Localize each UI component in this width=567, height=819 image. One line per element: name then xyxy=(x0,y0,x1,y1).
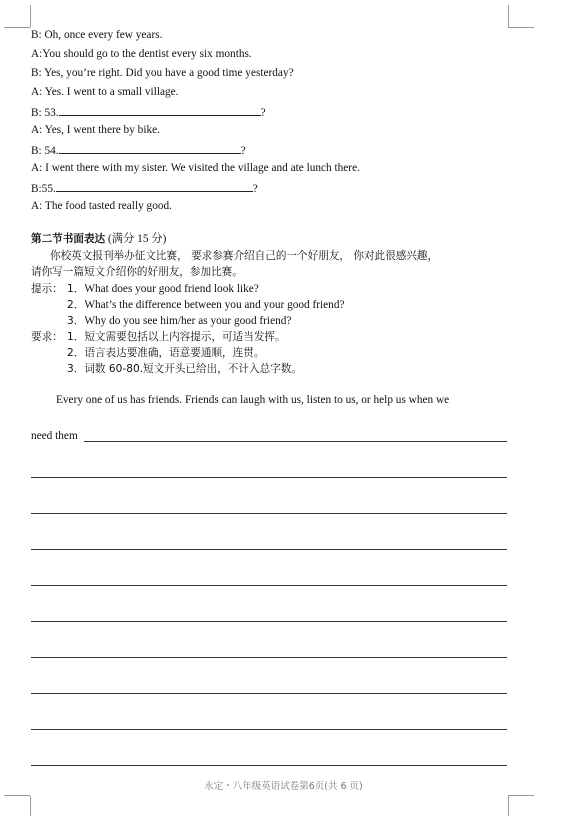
writing-line[interactable] xyxy=(31,729,507,730)
question-mark: ? xyxy=(260,107,266,119)
answer-blank-55[interactable] xyxy=(56,180,253,192)
hint-item xyxy=(67,314,291,328)
dialogue-line: B: Yes, you’re right. Did you have a good time yesterday? xyxy=(31,67,294,79)
writing-line[interactable] xyxy=(31,621,507,622)
writing-line[interactable] xyxy=(31,585,507,586)
requirements-label: 要求： xyxy=(31,331,63,343)
question-55-number: B:55. xyxy=(31,183,56,195)
requirement-text: 词数 60-80.短文开头已给出，不计入总字数。 xyxy=(84,363,302,375)
hint-number: 2． xyxy=(67,299,85,311)
dialogue-line: A: The food tasted really good. xyxy=(31,200,172,212)
crop-mark-bottom-right-v xyxy=(508,796,509,816)
requirement-item xyxy=(67,346,264,360)
essay-opening-continued: need them xyxy=(31,430,78,442)
section-title: 第二节书面表达 xyxy=(31,233,106,245)
requirement-number: 2． xyxy=(67,347,85,359)
hint-number: 1． xyxy=(67,283,85,295)
question-55 xyxy=(31,180,258,196)
hints-label: 提示： xyxy=(31,283,63,295)
hint-text: What does your good friend look like? xyxy=(84,283,259,295)
answer-blank-53[interactable] xyxy=(59,104,261,116)
answer-blank-54[interactable] xyxy=(59,142,241,154)
dialogue-line: A:You should go to the dentist every six months. xyxy=(31,48,252,60)
writing-line-first[interactable] xyxy=(84,441,507,442)
crop-mark-bottom-left-v xyxy=(30,796,31,816)
requirement-number: 1． xyxy=(67,331,85,343)
dialogue-line: A: Yes, I went there by bike. xyxy=(31,124,160,136)
crop-mark-top-left-v xyxy=(30,5,31,27)
task-intro-line-1: 你校英文报刊举办征文比赛， 要求参赛介绍自己的一个好朋友， 你对此很感兴趣， xyxy=(50,250,439,262)
page-footer: 永定・八年级英语试卷第6页(共 6 页) xyxy=(204,781,363,792)
hint-item xyxy=(67,298,345,312)
task-intro-line-2: 请你写一篇短文介绍你的好朋友，参加比赛。 xyxy=(31,266,243,278)
writing-line[interactable] xyxy=(31,549,507,550)
dialogue-line: A: Yes. I went to a small village. xyxy=(31,86,179,98)
requirement-text: 短文需要包括以上内容提示，可适当发挥。 xyxy=(84,331,286,343)
requirement-item xyxy=(67,330,286,344)
essay-opening: Every one of us has friends. Friends can laugh with us, listen to us, or help us when we xyxy=(56,394,450,406)
writing-line[interactable] xyxy=(31,693,507,694)
crop-mark-top-right-h xyxy=(508,27,534,28)
hint-text: Why do you see him/her as your good friend? xyxy=(84,315,292,327)
section-score: (满分 15 分) xyxy=(107,233,167,245)
writing-line[interactable] xyxy=(31,477,507,478)
crop-mark-top-left-h xyxy=(4,27,30,28)
hint-number: 3． xyxy=(67,315,85,327)
crop-mark-top-right-v xyxy=(508,5,509,27)
question-54 xyxy=(31,142,246,158)
requirement-item xyxy=(67,362,302,376)
crop-mark-bottom-right-h xyxy=(508,795,534,796)
dialogue-line: A: I went there with my sister. We visited the village and ate lunch there. xyxy=(31,162,360,174)
writing-line[interactable] xyxy=(31,765,507,766)
crop-mark-bottom-left-h xyxy=(4,795,30,796)
writing-line[interactable] xyxy=(31,657,507,658)
question-53-number: B: 53. xyxy=(31,107,59,119)
requirement-text: 语言表达要准确，语意要通顺，连贯。 xyxy=(84,347,265,359)
hint-text: What’s the difference between you and your good friend? xyxy=(84,299,345,311)
question-mark: ? xyxy=(240,145,246,157)
question-53 xyxy=(31,104,266,120)
writing-line[interactable] xyxy=(31,513,507,514)
question-mark: ? xyxy=(252,183,258,195)
dialogue-line: B: Oh, once every few years. xyxy=(31,29,163,41)
section-heading xyxy=(31,232,166,246)
question-54-number: B: 54. xyxy=(31,145,59,157)
requirement-number: 3． xyxy=(67,363,85,375)
hint-item xyxy=(67,282,259,296)
